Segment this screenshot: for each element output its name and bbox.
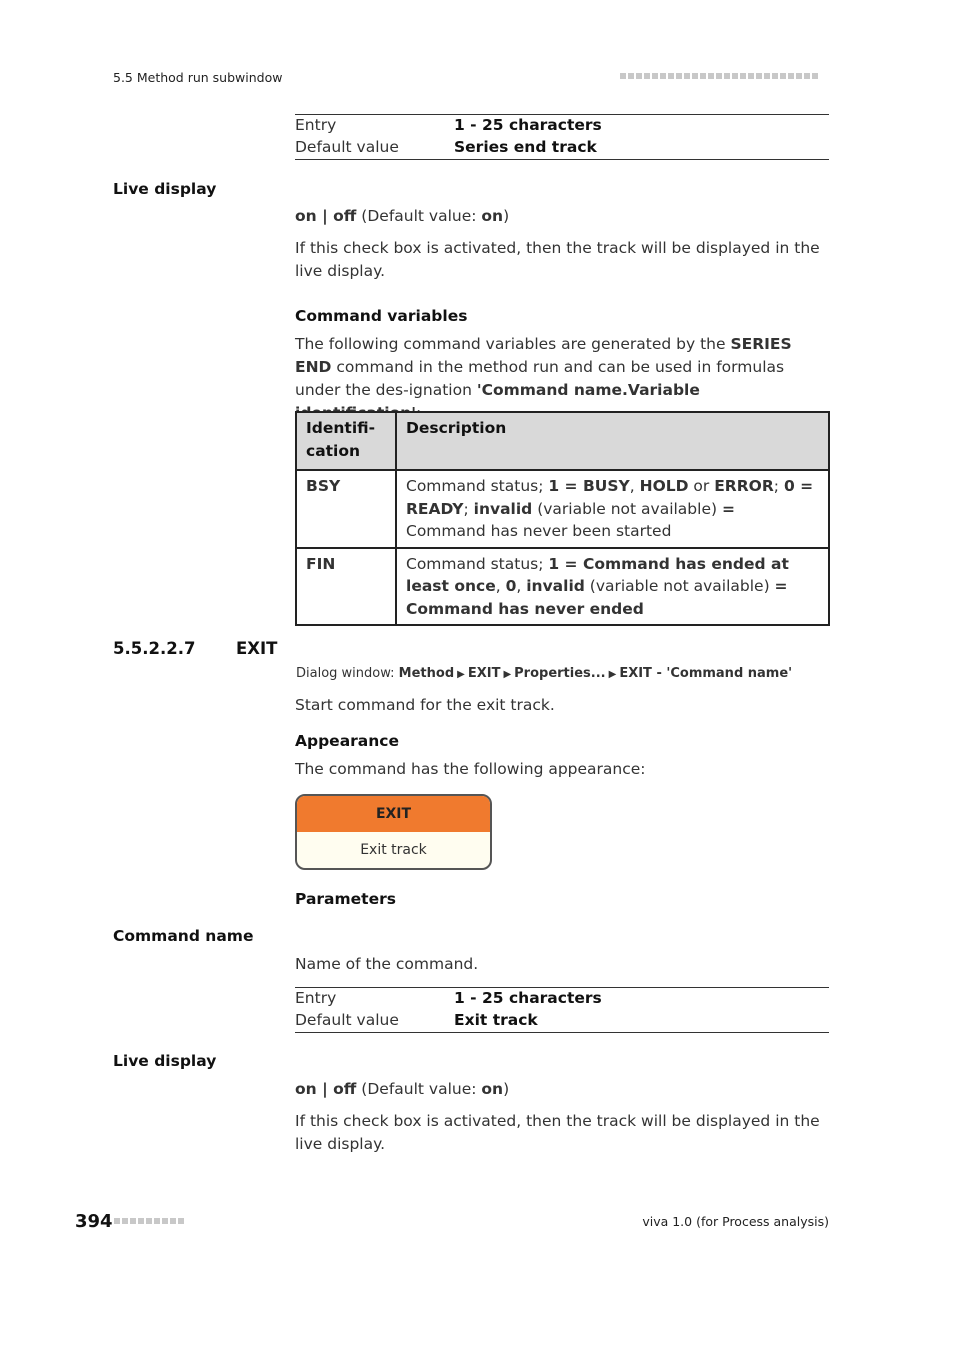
entry-label: Entry xyxy=(295,116,337,134)
default-on: on xyxy=(481,207,504,225)
var-desc-fin: Command status; 1 = Command has ended at least once, 0, invalid (variable not available) = Command has never ended xyxy=(396,548,829,626)
default-value: Exit track xyxy=(454,1011,538,1029)
section-title: EXIT xyxy=(236,639,278,658)
exit-command-box xyxy=(295,794,492,870)
option-separator: | xyxy=(316,1080,334,1098)
table-header-row xyxy=(296,412,829,470)
command-variables-heading: Command variables xyxy=(295,307,468,325)
live-display-label: Live display xyxy=(113,1052,217,1070)
default-value-row xyxy=(295,137,829,159)
entry-value: 1 - 25 characters xyxy=(454,989,602,1007)
header-decoration-dots xyxy=(620,73,818,79)
breadcrumb xyxy=(296,666,792,681)
default-value-label: Default value xyxy=(295,1011,399,1029)
option-separator: | xyxy=(316,207,334,225)
col-identification: Identifi-cation xyxy=(296,412,396,470)
footer-decoration-dots xyxy=(114,1218,184,1224)
entry-row xyxy=(295,988,829,1010)
crumb-method: Method xyxy=(398,666,455,681)
appearance-heading: Appearance xyxy=(295,732,399,750)
crumb-arrow-icon: ▶ xyxy=(457,669,465,680)
entry-row xyxy=(295,115,829,137)
live-display-label: Live display xyxy=(113,180,217,198)
default-value-label: Default value xyxy=(295,138,399,156)
entry-value: 1 - 25 characters xyxy=(454,116,602,134)
default-on: on xyxy=(481,1080,504,1098)
default-suffix: ) xyxy=(503,1080,510,1098)
live-display-description: If this check box is activated, then the track will be displayed in the live display. xyxy=(295,239,820,280)
series-end-parameter-table xyxy=(295,114,829,160)
appearance-text: The command has the following appearance: xyxy=(295,760,646,778)
parameters-heading: Parameters xyxy=(295,890,396,908)
default-prefix: (Default value: xyxy=(356,1080,482,1098)
page-number: 394 xyxy=(75,1211,113,1232)
command-name-parameter-table xyxy=(295,987,829,1033)
running-header-section: 5.5 Method run subwindow xyxy=(113,70,283,85)
command-box-title: EXIT xyxy=(297,796,490,832)
option-off: off xyxy=(333,207,357,225)
command-name-description: Name of the command. xyxy=(295,955,479,973)
intro-command: SERIES END xyxy=(295,335,792,376)
breadcrumb-prefix: Dialog window: xyxy=(296,666,399,681)
intro-text-1: The following command variables are generated by the xyxy=(295,335,731,353)
option-off: off xyxy=(333,1080,357,1098)
col-description: Description xyxy=(396,412,829,470)
command-variables-table xyxy=(295,411,830,626)
option-on: on xyxy=(295,207,317,225)
live-display-description: If this check box is activated, then the track will be displayed in the live display. xyxy=(295,1112,820,1153)
var-id-fin: FIN xyxy=(296,548,396,626)
crumb-exit: EXIT xyxy=(467,666,501,681)
section-number: 5.5.2.2.7 xyxy=(113,639,196,658)
crumb-properties: Properties... xyxy=(514,666,606,681)
crumb-dialog: EXIT - 'Command name' xyxy=(619,666,793,681)
default-suffix: ) xyxy=(503,207,510,225)
intro-text-2: command in the method run and can be used in formulas under the des-ignation xyxy=(295,358,785,399)
table-row xyxy=(296,470,829,548)
default-value-row xyxy=(295,1010,829,1032)
product-name: viva 1.0 (for Process analysis) xyxy=(642,1214,829,1229)
default-value: Series end track xyxy=(454,138,597,156)
live-display-options xyxy=(295,1078,829,1101)
entry-label: Entry xyxy=(295,989,337,1007)
option-on: on xyxy=(295,1080,317,1098)
table-row xyxy=(296,548,829,626)
exit-description: Start command for the exit track. xyxy=(295,696,555,714)
default-prefix: (Default value: xyxy=(356,207,482,225)
command-name-label: Command name xyxy=(113,927,254,945)
var-desc-bsy: Command status; 1 = BUSY, HOLD or ERROR; 0 = READY; invalid (variable not available) = Command has never been started xyxy=(396,470,829,548)
live-display-options xyxy=(295,205,829,228)
command-box-name: Exit track xyxy=(360,842,427,858)
crumb-arrow-icon: ▶ xyxy=(503,669,512,680)
crumb-arrow-icon: ▶ xyxy=(608,669,617,680)
intro-designation: 'Command name.Variable xyxy=(476,381,700,399)
var-id-bsy: BSY xyxy=(296,470,396,548)
